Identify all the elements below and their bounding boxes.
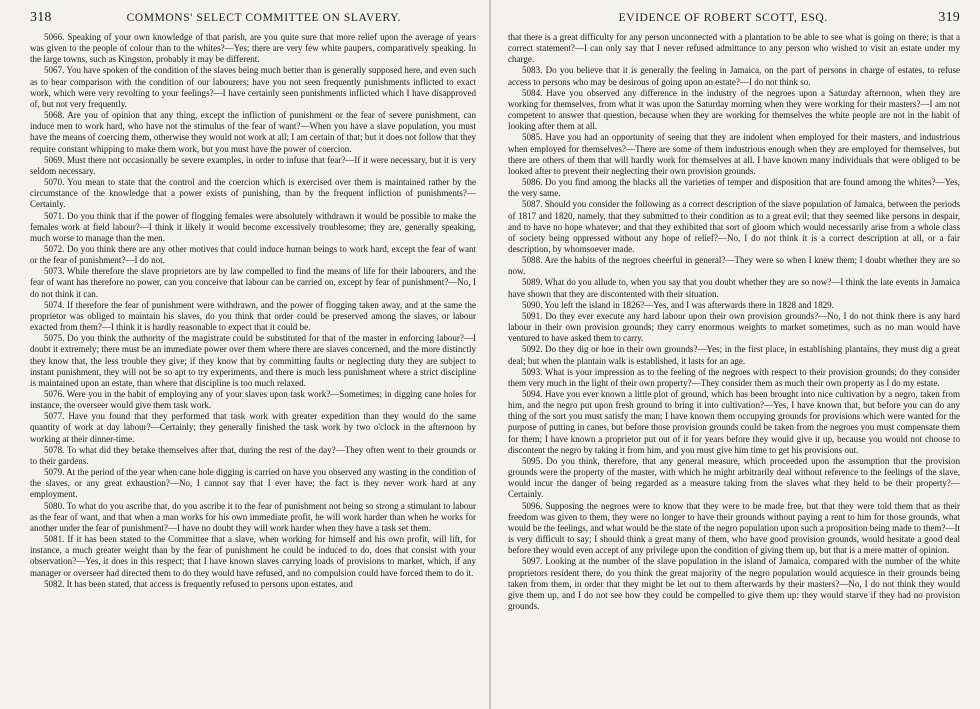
paragraph: 5078. To what did they betake themselves after that, during the rest of the day?—They often went to their grounds or to their gardens.	[30, 444, 476, 466]
paragraph: 5092. Do they dig or hoe in their own grounds?—Yes; in the first place, in establishing plantains, they must dig a great deal; but when the plantain walk is established, it lasts for an age.	[508, 344, 960, 366]
paragraph: 5067. You have spoken of the condition of the slaves being much better than is generally supposed here, and even such as to bear comparison with the condition of our labourers; have you not seen frequently punishments inflicted to exact work, which were very revolting to your feelings?—I have certainly seen punishments inflicted which I have disapproved of, but not very frequently.	[30, 65, 476, 109]
paragraph: that there is a great difficulty for any person unconnected with a plantation to be able to see what is going on there; is that a correct statement?—I can only say that I never refused admittance to any person who wished to visit an estate under my charge.	[508, 32, 960, 65]
paragraph: 5085. Have you had an opportunity of seeing that they are indolent when employed for their masters, and industrious when employed for themselves?—There are some of them industrious enough when they are employed for themselves, but there are others of them that will hardly work for themselves at all. I have known many individuals that were obliged to be looked after to prevent their neglecting their own provision grounds.	[508, 132, 960, 176]
paragraph: 5074. If therefore the fear of punishment were withdrawn, and the power of flogging taken away, and at the same the proprietor was obliged to maintain his slaves, do you think that order could be preserved among the slaves, or labour exacted from them?—I think it is hardly reasonable to expect that it could be.	[30, 299, 476, 333]
paragraph: 5095. Do you think, therefore, that any general measure, which proceeded upon the assumption that the provision grounds were the property of the master, with which he might arbitrarily deal without reference to the feelings of the slave, would incur the danger of being regarded as a measure taking from the slaves what they held to be their property?—Certainly.	[508, 455, 960, 500]
paragraph: 5086. Do you find among the blacks all the varieties of temper and disposition that are found among the whites?—Yes, the very same.	[508, 177, 960, 199]
paragraph: 5091. Do they ever execute any hard labour upon their own provision grounds?—No, I do not think there is any hard labour in their own provision grounds; they carry enormous weights to market sometimes, such as no man would have ventured to have asked them to carry.	[508, 310, 960, 344]
left-page-number: 318	[30, 10, 52, 25]
right-page	[490, 0, 980, 709]
paragraph: 5080. To what do you ascribe that, do you ascribe it to the fear of punishment not being so strong a stimulant to labour as the fear of want, and that when a man works for his own immediate profit, he will work harder than when he works for another under the fear of punishment?—I have no doubt they will work harder when they have a task set them.	[30, 500, 476, 533]
paragraph: 5093. What is your impression as to the feeling of the negroes with respect to their provision grounds; do they consider them very much in the light of their own property?—They consider them as much their own property as I do my estate.	[508, 366, 960, 388]
right-running-head	[508, 10, 960, 26]
paragraph: 5084. Have you observed any difference in the industry of the negroes upon a Saturday afternoon, when they are working for themselves, from what it was upon the Saturday morning when they were working for their masters?—I am not competent to answer that question, because when they are working for themselves the white people are not in the habit of looking after them at all.	[508, 87, 960, 132]
right-page-number: 319	[938, 10, 960, 25]
paragraph: 5070. You mean to state that the control and the coercion which is exercised over them is maintained rather by the circumstance of the knowledge that a power exists of punishing, than by the frequent infliction of punishments?—Certainly.	[30, 177, 476, 210]
paragraph: 5094. Have you ever known a little plot of ground, which has been brought into nice cultivation by a negro, taken from him, and the negro put upon fresh ground to bring it into cultivation?—Yes, I have known that, but before you can do any thing of the sort you must satisfy the man; I have known them occupying grounds for provisions which were wanted for the purpose of putting in canes, but before those provision grounds could be taken from the negroes you must compensate them for them; I have known a proprietor put out of it for years before they would give it up, because you would not choose to discontent the negro by taking it from him, and you must give him time to get his provisions out.	[508, 389, 960, 455]
paragraph: 5069. Must there not occasionally be severe examples, in order to infuse that fear?—If it were necessary, but it is very seldom necessary.	[30, 154, 476, 176]
paragraph: 5082. It has been stated, that access is frequently refused to persons upon estates, and	[44, 578, 353, 589]
paragraph: 5087. Should you consider the following as a correct description of the slave population of Jamaica, between the periods of 1817 and 1820, namely, that they submitted to their condition as to a great evil; that they seemed like persons in despair, and to have no hope whatever; and that they exhibited that sort of gloom which would necessarily arise from a whole class of society being oppressed without any hope of relief?—No, I do not think it is a correct description at all, or a fair description, by whomsoever made.	[508, 199, 960, 254]
paragraph: 5066. Speaking of your own knowledge of that parish, are you quite sure that more relief upon the average of years was given to the people of colour than to the whites?—Yes; there are very few white paupers, comparatively speaking. In the large towns, such as Kingston, probably it may be different.	[30, 32, 476, 65]
left-running-head	[30, 10, 476, 26]
paragraph: 5075. Do you think the authority of the magistrate could be substituted for that of the master in enforcing labour?—I doubt it extremely; there must be an immediate power over them where there are slaves concerned, and the more distinctly they know that, the less trouble they give; if they know that by committing faults or neglecting duty they are subject to instant punishment, they will not be so apt to try experiments, and there is much less punishment where a strict discipline is maintained upon an estate, than where that discipline is too much relaxed.	[30, 333, 476, 388]
right-body-text	[508, 32, 960, 612]
left-body-text	[30, 32, 476, 590]
paragraph: 5077. Have you found that they performed that task work with greater expedition than they would do the same quantity of work at day labour?—Certainly; they generally finished the task work by two o'clock in the afternoon by working at their dinner-time.	[30, 411, 476, 444]
paragraph: 5089. What do you allude to, when you say that you doubt whether they are so now?—I think the late events in Jamaica have shown that they are discontented with their situation.	[508, 277, 960, 299]
paragraph: 5081. If it has been stated to the Committee that a slave, when working for himself and his own profit, will lift, for instance, a much greater weight than by the fear of punishment he could be induced to do, does that consist with your observation?—Yes, it does in this respect; that I have known slaves carrying loads of provisions to market, which, if any manager or overseer had directed them to do they would have refused, and no compulsion could have forced them to do it.	[30, 534, 476, 578]
right-running-title: EVIDENCE OF ROBERT SCOTT, ESQ.	[618, 12, 828, 24]
paragraph: 5097. Looking at the number of the slave population in the island of Jamaica, compared with the number of the white proprietors resident there, do you think the great majority of the negro population would acquiesce in their grounds being taken from them, in order that they might be let out to them afterwards by their masters?—No, I do not think they would give them up, and I do not see how they could be compelled to give them up: they would starve if they had no provision grounds.	[508, 556, 960, 611]
paragraph: 5071. Do you think that if the power of flogging females were absolutely withdrawn it would be possible to make the females work at field labour?—I think it likely it would become excessively troublesome; they are, generally speaking, much worse to manage than the men.	[30, 210, 476, 243]
paragraph: 5079. At the period of the year when cane hole digging is carried on have you observed any wasting in the condition of the slaves, or any great exhaustion?—No, I cannot say that I ever have; the fact is they never work hard at any employment.	[30, 467, 476, 500]
paragraph: 5068. Are you of opinion that any thing, except the infliction of punishment or the fear of severe punishment, can induce men to work hard, who have not the stimulus of the fear of want?—When you have a slave population, you must have the means of coercing them, otherwise they would not work at all; I am certain of that; but it does not follow that they require constant whipping to make them work, but you must have the power of coercion.	[30, 110, 476, 154]
paragraph: 5076. Were you in the habit of employing any of your slaves upon task work?—Sometimes; in digging cane holes for instance, the overseer would give them task work.	[30, 389, 476, 411]
paragraph: 5096. Supposing the negroes were to know that they were to be made free, but that they were told them that as their freedom was given to them, they were no longer to have their grounds without paying a rent to him for those grounds, what would be the feelings, and what would be the state of the negro population upon such a proposition being made to them?—It is very difficult to say; I should think a great many of them, who have good provision grounds, would hesitate a good deal before they would even accept of any privilege upon the condition of giving them up, but that is a mere matter of opinion.	[508, 500, 960, 556]
left-running-title: COMMONS' SELECT COMMITTEE ON SLAVERY.	[126, 12, 402, 24]
paragraph: 5073. While therefore the slave proprietors are by law compelled to find the means of life for their labourers, and the fear of want has therefore no power, can you conceive that labour can be carried on, except by fear of punishment?—No, I do not think it can.	[30, 266, 476, 299]
paragraph: 5083. Do you believe that it is generally the feeling in Jamaica, on the part of persons in charge of estates, to refuse access to persons who may be desirous of going upon an estate?—I do not think so.	[508, 65, 960, 87]
paragraph: 5088. Are the habits of the negroes cheerful in general?—They were so when I knew them; I doubt whether they are so now.	[508, 255, 960, 277]
paragraph: 5072. Do you think there are any other motives that could induce human beings to work hard, except the fear of want or the fear of punishment?—I do not.	[30, 243, 476, 266]
paragraph: 5090. You left the island in 1826?—Yes, and I was afterwards there in 1828 and 1829.	[522, 299, 834, 310]
